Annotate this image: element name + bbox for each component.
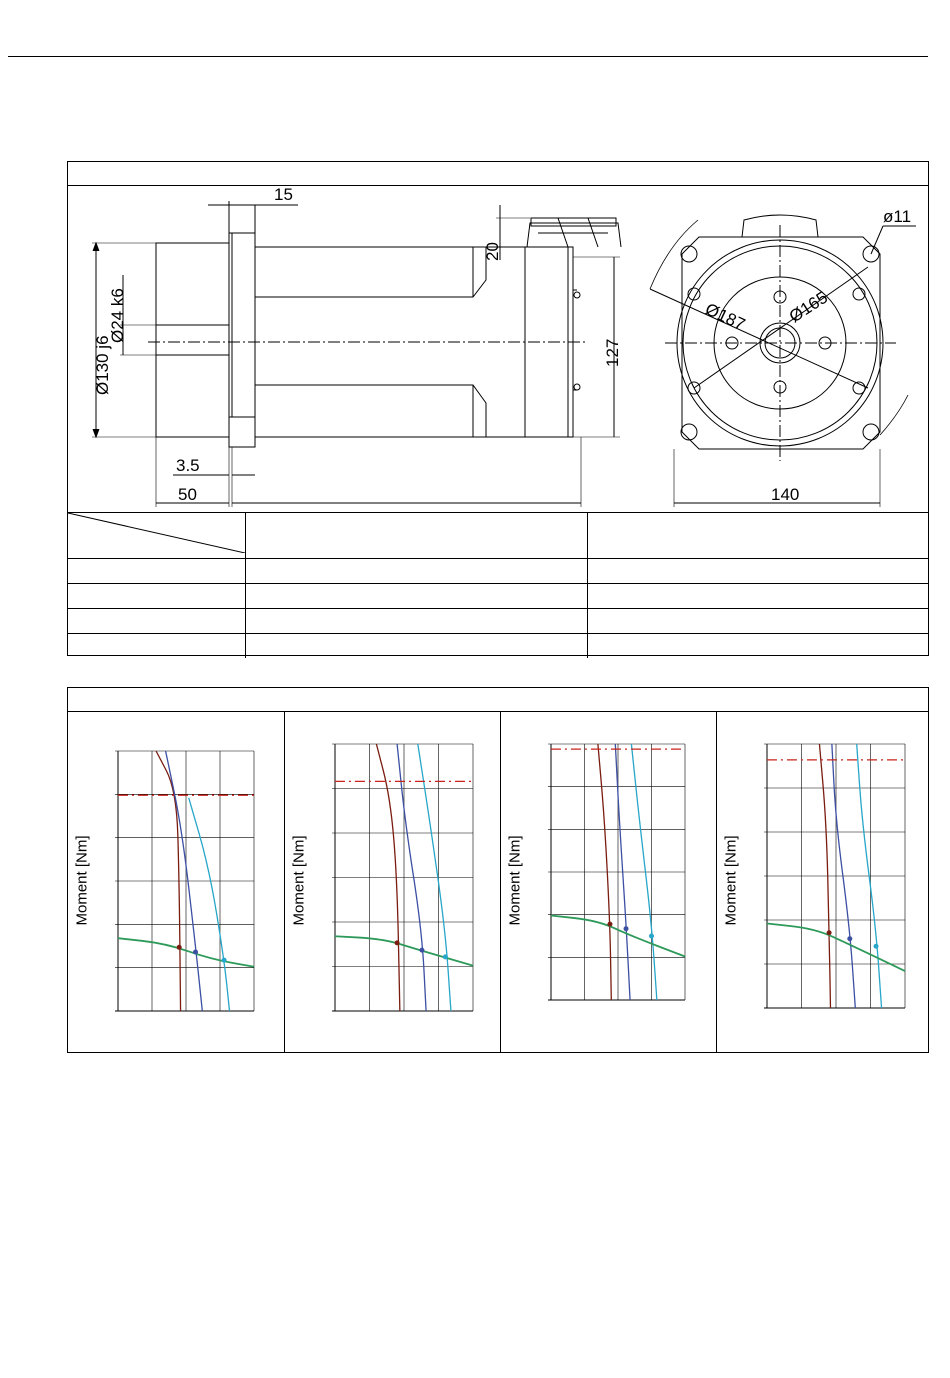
operating-point-marker	[874, 944, 879, 949]
operating-point-marker	[222, 958, 227, 963]
operating-point-marker	[443, 954, 448, 959]
spec-table-header-cell	[246, 513, 588, 559]
y-axis-label: Moment [Nm]	[722, 835, 740, 926]
spec-table	[68, 512, 929, 658]
torque-chart-cell	[68, 711, 285, 1053]
operating-point-marker	[419, 948, 424, 953]
dim-bolt-circle: Ø165	[785, 287, 832, 327]
torque-chart-cell	[717, 711, 928, 1053]
motor-front-view	[650, 215, 916, 507]
spec-table-header-cell	[587, 513, 929, 559]
spec-table-row	[68, 634, 929, 659]
pilot-outline	[156, 243, 229, 437]
operating-point-marker	[607, 922, 612, 927]
diagonal-divider	[68, 513, 245, 553]
top-rule	[8, 56, 928, 57]
torque-charts-panel	[67, 687, 929, 1053]
dim-hole-diameter: ø11	[883, 207, 912, 226]
operating-point-marker	[624, 926, 629, 931]
torque-chart	[285, 711, 501, 1053]
dim-pilot-depth: 3.5	[176, 456, 200, 475]
operating-point-marker	[847, 936, 852, 941]
chart-grid	[332, 744, 473, 1011]
motor-side-view	[92, 201, 621, 507]
dimension-drawing	[68, 185, 928, 515]
operating-point-marker	[827, 930, 832, 935]
torque-curve	[189, 798, 230, 1011]
dim-connector-height: 20	[483, 242, 502, 261]
shaft-outline	[156, 325, 229, 355]
dim-outer-diameter: Ø187	[702, 299, 749, 335]
torque-chart	[501, 711, 717, 1053]
connector-outline	[527, 223, 621, 247]
spec-table-row	[68, 559, 929, 584]
dimension-drawing-panel	[67, 161, 929, 656]
y-axis-label: Moment [Nm]	[290, 835, 308, 926]
torque-chart-cell	[501, 711, 717, 1053]
spec-table-row	[68, 609, 929, 634]
dim-body-square: 127	[603, 338, 622, 367]
charts-panel-header	[68, 688, 928, 712]
operating-point-marker	[395, 940, 400, 945]
dim-flange-square: 140	[771, 485, 800, 504]
chart-grid	[115, 751, 254, 1011]
flange-outline	[229, 205, 255, 447]
spec-table-header-row	[68, 513, 929, 559]
spec-table-corner-cell	[68, 513, 246, 559]
torque-chart	[717, 711, 928, 1053]
torque-chart	[68, 711, 285, 1053]
dim-shaft-length: 50	[178, 485, 197, 504]
drawing-panel-header	[68, 162, 928, 186]
dim-pilot-diameter: Ø130 j6	[93, 335, 112, 395]
operating-point-marker	[177, 945, 182, 950]
spec-table-row	[68, 584, 929, 609]
y-axis-label: Moment [Nm]	[73, 835, 91, 926]
chart-grid	[548, 744, 685, 1000]
operating-point-marker	[649, 934, 654, 939]
dim-flange-thickness: 15	[274, 185, 293, 204]
dim-shaft-diameter: Ø24 k6	[108, 288, 127, 343]
operating-point-marker	[193, 949, 198, 954]
y-axis-label: Moment [Nm]	[506, 835, 524, 926]
torque-chart-cell	[285, 711, 501, 1053]
